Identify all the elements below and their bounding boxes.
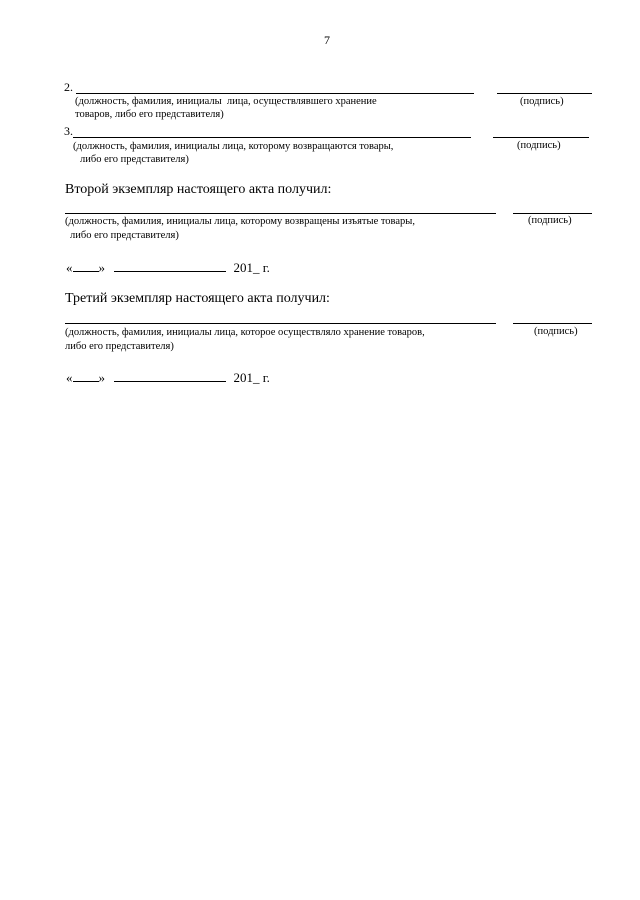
date-line bbox=[66, 260, 270, 276]
caption-line: товаров, либо его представителя) bbox=[75, 109, 224, 120]
caption-line: либо его представителя) bbox=[65, 341, 174, 352]
copy-heading: Второй экземпляр настоящего акта получил: bbox=[65, 182, 332, 197]
signature-line bbox=[493, 137, 589, 138]
signature-label: (подпись) bbox=[534, 326, 578, 337]
signature-line bbox=[513, 323, 592, 324]
signature-label: (подпись) bbox=[517, 140, 561, 151]
month-blank bbox=[114, 261, 226, 272]
page-number: 7 bbox=[324, 33, 330, 47]
name-line bbox=[73, 137, 471, 138]
date-open-quote: « bbox=[66, 370, 73, 385]
caption-line: (должность, фамилия, инициалы лица, осуществлявшего хранение bbox=[75, 96, 377, 107]
signature-label: (подпись) bbox=[528, 215, 572, 226]
date-close-quote: » bbox=[98, 370, 105, 385]
signature-line bbox=[513, 213, 592, 214]
day-blank bbox=[73, 371, 99, 382]
date-line bbox=[66, 370, 270, 386]
day-blank bbox=[73, 261, 99, 272]
date-year: 201_ г. bbox=[233, 260, 270, 275]
caption-line: (должность, фамилия, инициалы лица, которому возвращены изъятые товары, bbox=[65, 216, 415, 227]
name-line bbox=[65, 213, 496, 214]
item-number: 3. bbox=[64, 124, 73, 138]
caption-line: либо его представителя) bbox=[80, 154, 189, 165]
date-year: 201_ г. bbox=[233, 370, 270, 385]
caption-line: либо его представителя) bbox=[70, 230, 179, 241]
item-number: 2. bbox=[64, 80, 73, 94]
copy-heading: Третий экземпляр настоящего акта получил: bbox=[65, 291, 330, 306]
caption-line: (должность, фамилия, инициалы лица, которому возвращаются товары, bbox=[73, 141, 394, 152]
signature-label: (подпись) bbox=[520, 96, 564, 107]
date-close-quote: » bbox=[98, 260, 105, 275]
name-line bbox=[65, 323, 496, 324]
signature-line bbox=[497, 93, 592, 94]
name-line bbox=[76, 93, 474, 94]
caption-line: (должность, фамилия, инициалы лица, которое осуществляло хранение товаров, bbox=[65, 327, 425, 338]
date-open-quote: « bbox=[66, 260, 73, 275]
month-blank bbox=[114, 371, 226, 382]
